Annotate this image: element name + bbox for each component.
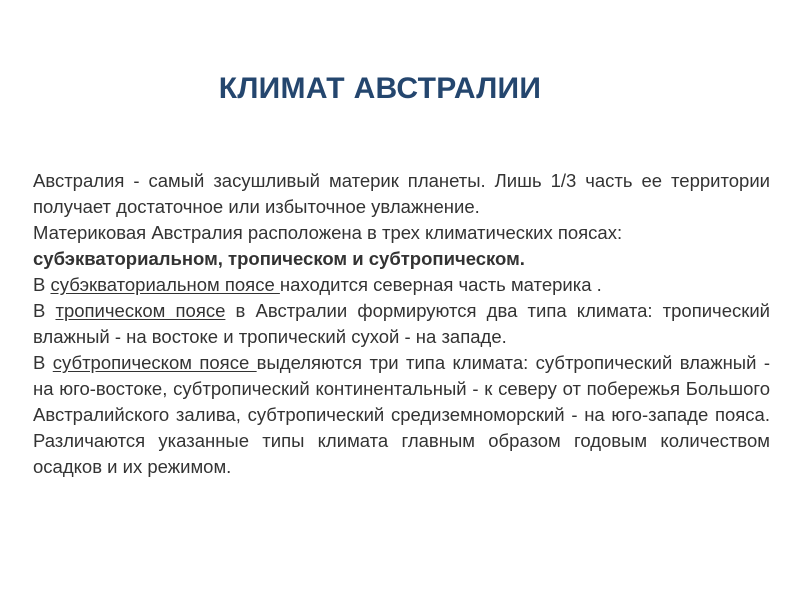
subequatorial-belt-term: субэкваториальном поясе [50, 274, 280, 295]
paragraph-subequatorial-prefix: В [33, 274, 51, 295]
paragraph-belts [33, 220, 770, 272]
paragraph-belts-text: Материковая Австралия расположена в трех климатических поясах: [33, 222, 623, 243]
paragraph-subtropical [33, 350, 770, 480]
paragraph-subequatorial [33, 272, 770, 298]
paragraph-subtropical-text: выделяются три типа климата: субтропический влажный - на юго-востоке, субтропический континентальный - к северу от побережья Большого Австралийского залива, субтропический средиземноморский - на юго-западе пояса. Различаются указанные типы климата главным образом годовым количеством осадков и их режимом. [33, 352, 771, 477]
tropical-belt-term: тропическом поясе [55, 300, 226, 321]
paragraph-tropical-text: в Австралии формируются два типа климата: тропический влажный - на востоке и тропический сухой - на западе. [33, 300, 770, 347]
paragraph-intro-text: Австралия - самый засушливый материк планеты. Лишь 1/3 часть ее территории получает достаточное или избыточное увлажнение. [33, 170, 770, 217]
paragraph-tropical [33, 298, 770, 350]
belts-list: субэкваториальном, тропическом и субтропическом. [33, 248, 525, 269]
slide-title: КЛИМАТ АВСТРАЛИИ [218, 72, 542, 105]
paragraph-intro [33, 168, 770, 220]
paragraph-subtropical-prefix: В [33, 352, 53, 373]
subtropical-belt-term: субтропическом поясе [52, 352, 257, 373]
paragraph-subequatorial-text: находится северная часть материка . [279, 274, 602, 295]
slide-body [33, 168, 770, 480]
paragraph-tropical-prefix: В [33, 300, 56, 321]
